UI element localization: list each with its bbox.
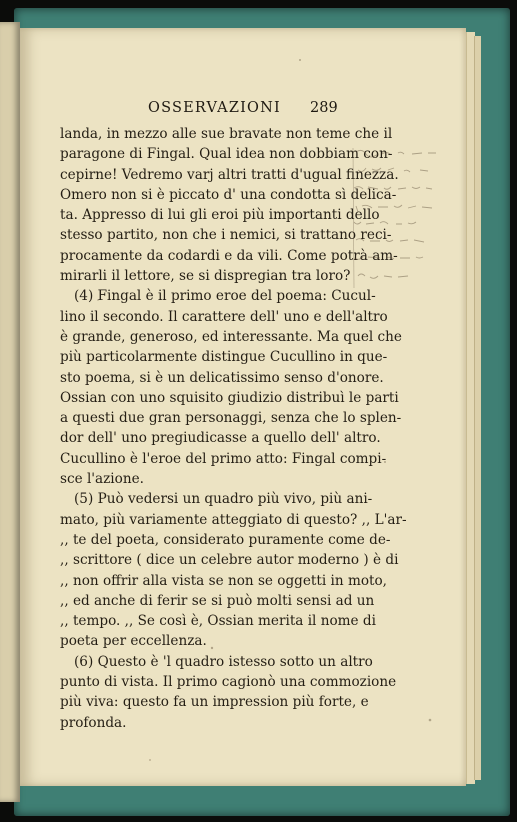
text-line: paragone di Fingal. Qual idea non dobbiam con- [60, 146, 393, 163]
text-line: ,, non offrir alla vista se non se oggetti in moto, [60, 572, 387, 589]
text-line: ta. Appresso di lui gli eroi più importanti dello [60, 207, 380, 224]
text-line: dor dell' uno pregiudicasse a quello dell' altro. [60, 430, 381, 447]
text-line: mato, più variamente atteggiato di questo? ,, L'ar- [60, 511, 407, 528]
text-line: è grande, generoso, ed interessante. Ma quel che [60, 328, 402, 345]
text-line: mirarli il lettore, se si dispregian tra loro? [60, 268, 351, 285]
text-line: landa, in mezzo alle sue bravate non teme che il [60, 126, 393, 142]
text-line: ,, scrittore ( dice un celebre autor moderno ) è di [60, 552, 399, 569]
text-line: (5) Può vedersi un quadro più vivo, più ani- [74, 491, 373, 508]
page-number: 289 [310, 100, 338, 116]
text-line: Cucullino è l'eroe del primo atto: Fingal compi- [60, 450, 387, 467]
text-line: Ossian con uno squisito giudizio distribuì le parti [60, 389, 399, 406]
text-line: sce l'azione. [60, 471, 144, 488]
text-line: ,, te del poeta, considerato puramente come de- [60, 531, 391, 548]
text-line: cepirne! Vedremo varj altri tratti d'ugual finezza. [60, 166, 399, 183]
text-line: lino il secondo. Il carattere dell' uno e dell'altro [60, 308, 388, 325]
text-line: punto di vista. Il primo cagionò una commozione [60, 674, 397, 691]
body-text [60, 124, 407, 733]
text-line: (6) Questo è 'l quadro istesso sotto un altro [74, 653, 373, 670]
text-line: sto poema, si è un delicatissimo senso d'onore. [60, 369, 384, 386]
text-line: più particolarmente distingue Cucullino in que- [60, 349, 388, 366]
text-line: poeta per eccellenza. [60, 633, 207, 650]
text-line: profonda. [60, 714, 127, 731]
text-line: stesso partito, non che i nemici, si trattano reci- [60, 227, 392, 244]
text-line: Omero non si è piccato d' una condotta sì delica- [60, 186, 397, 203]
handwritten-marginalia [352, 140, 452, 296]
text-line: ,, tempo. ,, Se così è, Ossian merita il nome di [60, 613, 376, 630]
page-edge [474, 36, 481, 780]
text-line: a questi due gran personaggi, senza che lo splen- [60, 410, 402, 427]
text-line: ,, ed anche di ferir se si può molti sensi ad un [60, 592, 375, 609]
text-line: procamente da codardi e da vili. Come potrà am- [60, 247, 398, 264]
running-title: OSSERVAZIONI [148, 100, 281, 116]
marginalia-scribble [352, 140, 452, 290]
text-line: (4) Fingal è il primo eroe del poema: Cucul- [74, 288, 376, 305]
facing-page-edge [0, 22, 20, 802]
text-line: più viva: questo fa un impression più forte, e [60, 694, 369, 711]
